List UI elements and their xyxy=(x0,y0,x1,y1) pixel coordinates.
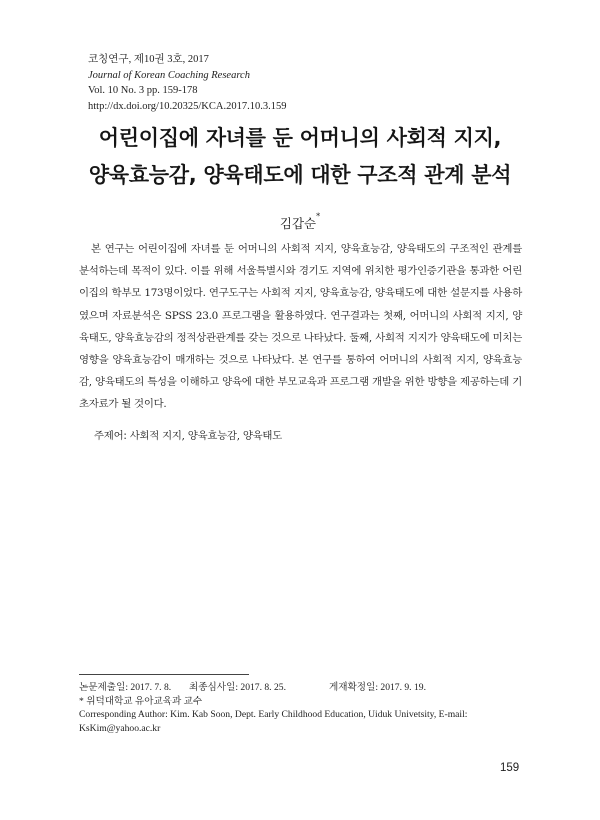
journal-name: Journal of Korean Coaching Research xyxy=(88,69,250,81)
journal-header xyxy=(88,52,286,114)
keywords-terms: 사회적 지지, 양육효능감, 양육태도 xyxy=(129,430,282,442)
doi-link[interactable]: http://dx.doi.org/10.20325/KCA.2017.10.3.159 xyxy=(88,100,287,112)
footnotes xyxy=(79,681,529,735)
footnote-divider xyxy=(79,674,249,675)
author-affiliation: * 위덕대학교 유아교육과 교수 xyxy=(79,695,203,707)
keywords xyxy=(94,427,282,442)
author-line xyxy=(0,214,600,232)
revised-date: 최종심사일: 2017. 8. 25. xyxy=(189,682,286,693)
accepted-date: 게재확정일: 2017. 9. 19. xyxy=(329,682,426,693)
author-name: 김갑순 xyxy=(279,216,317,231)
submission-dates xyxy=(79,681,529,695)
title-line-1: 어린이집에 자녀를 둔 어머니의 사회적 지지, xyxy=(98,126,502,150)
paper-title xyxy=(40,120,560,194)
corresponding-author: Corresponding Author: Kim. Kab Soon, Dept. Early Childhood Education, Uiduk Univetsity, E-mail: xyxy=(79,709,468,720)
title-line-2: 양육효능감, 양육태도에 대한 구조적 관계 분석 xyxy=(88,163,512,187)
received-date: 논문제출일: 2017. 7. 8. xyxy=(79,682,172,693)
abstract-text: 본 연구는 어린이집에 자녀를 둔 어머니의 사회적 지지, 양육효능감, 양육태도의 구조적인 관계를 분석하는데 목적이 있다. 이를 위해 서울특별시와 경기도 지역에 위치한 평가인증기관을 통과한 어린이집의 학부모 173명이었다. 연구도구는 사회적 지지, 양육효능감, 양육태도에 대한 설문지를 사용하였으며 자료분석은 SPSS 23.0 프로그램을 활용하였다. 연구결과는 첫째, 어머니의 사회적 지지, 양육태도, 양육효능감의 정적상관관계를 갖는 것으로 나타났다. 둘째, 사회적 지지가 양육태도에 미치는 영향을 양육효능감이 매개하는 것으로 나타났다. 본 연구를 통하여 어머니의 사회적 지지, 양육효능감, 양육태도의 특성을 이해하고 양육에 대한 부모교육과 프로그램 개발을 위한 방향을 제공하는데 기초자료가 될 것이다. xyxy=(79,243,522,411)
keywords-label: 주제어: xyxy=(94,430,127,442)
page-number: 159 xyxy=(500,762,520,774)
volume-pages: Vol. 10 No. 3 pp. 159-178 xyxy=(88,85,198,96)
journal-volume-korean: 코칭연구, 제10권 3호, 2017 xyxy=(88,54,209,65)
author-footnote-mark: * xyxy=(316,212,321,221)
corresponding-email[interactable]: KsKim@yahoo.ac.kr xyxy=(79,722,161,734)
